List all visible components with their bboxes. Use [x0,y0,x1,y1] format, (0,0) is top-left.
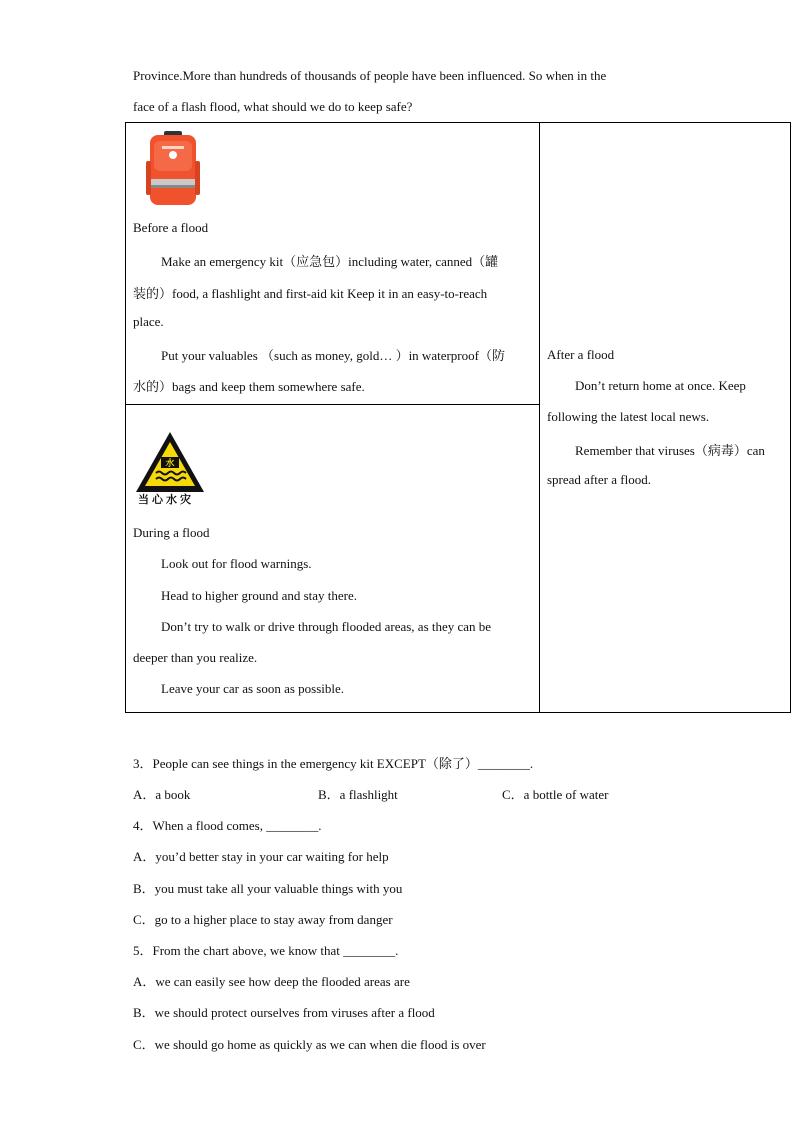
before-p1-line3: place. [133,314,164,329]
question-4-option-c: C．go to a higher place to stay away from danger [133,912,393,927]
question-3-option-b: B．a flashlight [318,787,398,802]
intro-line-1: Province.More than hundreds of thousands of people have been influenced. So when in the [133,68,607,83]
question-5-option-c: C．we should go home as quickly as we can when die flood is over [133,1037,486,1052]
before-p1-line2: 装的）food, a flashlight and first-aid kit Keep it in an easy-to-reach [133,286,488,301]
before-p1-line1: Make an emergency kit（应急包）including water, canned（罐 [161,254,499,269]
during-p4: Leave your car as soon as possible. [161,681,345,696]
warning-sign-caption: 当心水灾 [138,493,194,506]
during-p3-line2: deeper than you realize. [133,650,258,665]
question-5-stem: 5．From the chart above, we know that ________. [133,943,399,958]
after-p2-line2: spread after a flood. [547,472,651,487]
after-heading: After a flood [547,347,615,362]
before-p2-line2: 水的）bags and keep them somewhere safe. [133,379,365,394]
question-3-option-a: A．a book [133,787,191,802]
question-5-option-b: B．we should protect ourselves from viruses after a flood [133,1005,435,1020]
question-3-option-c: C．a bottle of water [502,787,609,802]
question-5-option-a: A．we can easily see how deep the flooded areas are [133,974,410,989]
intro-line-2: face of a flash flood, what should we do to keep safe? [133,99,413,114]
after-p1-line2: following the latest local news. [547,409,710,424]
question-3-stem: 3．People can see things in the emergency kit EXCEPT（除了）________. [133,756,534,771]
before-heading: Before a flood [133,220,209,235]
question-4-stem: 4．When a flood comes, ________. [133,818,322,833]
question-4-option-b: B．you must take all your valuable things with you [133,881,403,896]
before-p2-line1: Put your valuables （such as money, gold… ）in waterproof（防 [161,348,505,363]
during-p3-line1: Don’t try to walk or drive through flooded areas, as they can be [161,619,492,634]
during-p2: Head to higher ground and stay there. [161,588,358,603]
question-4-option-a: A．you’d better stay in your car waiting for help [133,849,389,864]
during-p1: Look out for flood warnings. [161,556,312,571]
during-heading: During a flood [133,525,210,540]
svg-text:水: 水 [165,459,175,469]
after-p1-line1: Don’t return home at once. Keep [575,378,746,393]
after-p2-line1: Remember that viruses（病毒）can [575,443,765,458]
backpack-icon [146,131,200,207]
